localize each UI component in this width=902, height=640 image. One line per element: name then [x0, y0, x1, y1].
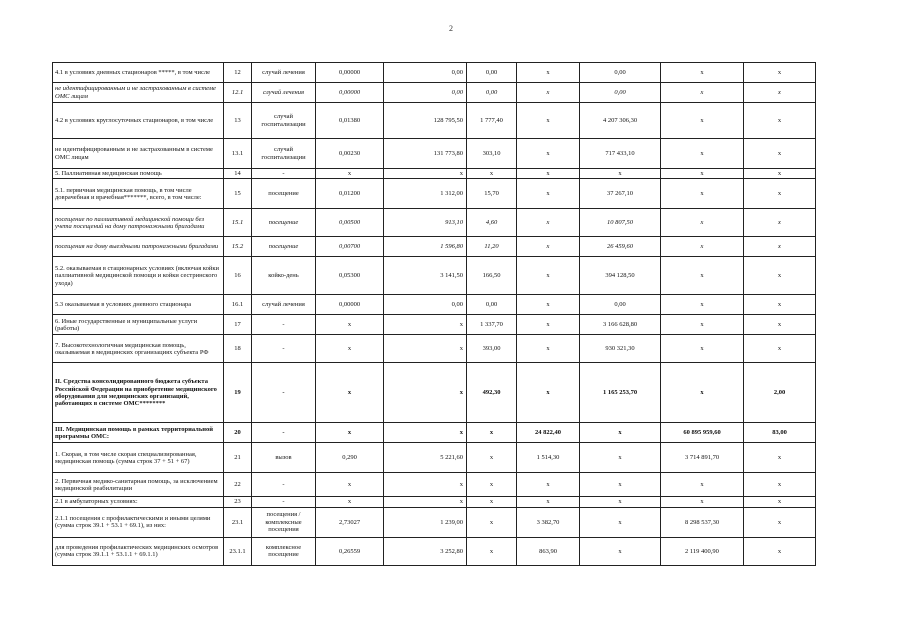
row-oms-total: x: [661, 473, 744, 497]
table-row: [53, 83, 816, 103]
row-name: для проведения профилактических медицинских осмотров (сумма строк 39.1.1 + 53.1.1 + 69.1.1): [53, 537, 224, 565]
row-oms-per-capita: 863,90: [517, 537, 580, 565]
row-name: 2.1.1 посещения с профилактическими и иными целями (сумма строк 39.1 + 53.1 + 69.1), из них:: [53, 507, 224, 537]
row-cost: x: [384, 315, 467, 335]
row-code: 13.1: [224, 139, 252, 169]
row-unit: посещение: [252, 237, 316, 257]
row-budget-per-capita: 303,10: [467, 139, 517, 169]
row-oms-per-capita: 24 822,40: [517, 423, 580, 443]
row-budget-total: 0,00: [580, 295, 661, 315]
row-norm: x: [316, 473, 384, 497]
row-budget-per-capita: x: [467, 443, 517, 473]
row-budget-total: x: [580, 507, 661, 537]
row-code: 13: [224, 103, 252, 139]
row-code: 20: [224, 423, 252, 443]
row-oms-total: x: [661, 103, 744, 139]
row-name: II. Средства консолидированного бюджета субъекта Российской Федерации на приобретение медицинского оборудования для медицинских организаций, работающих в системе ОМС********: [53, 363, 224, 423]
row-unit: случай лечения: [252, 295, 316, 315]
row-percent: 83,00: [744, 423, 816, 443]
row-oms-per-capita: x: [517, 497, 580, 507]
row-unit: случай лечения: [252, 83, 316, 103]
row-cost: x: [384, 335, 467, 363]
row-budget-per-capita: x: [467, 423, 517, 443]
row-percent: x: [744, 209, 816, 237]
row-percent: x: [744, 295, 816, 315]
table-row: [53, 257, 816, 295]
row-cost: 0,00: [384, 63, 467, 83]
row-budget-per-capita: 0,00: [467, 83, 517, 103]
row-oms-total: x: [661, 363, 744, 423]
row-percent: x: [744, 237, 816, 257]
row-norm: 2,73027: [316, 507, 384, 537]
row-percent: x: [744, 83, 816, 103]
row-percent: x: [744, 507, 816, 537]
table-row: [53, 139, 816, 169]
row-norm: 0,01200: [316, 179, 384, 209]
row-unit: посещения / комплексные посещения: [252, 507, 316, 537]
table-row: [53, 237, 816, 257]
row-unit: -: [252, 497, 316, 507]
row-oms-per-capita: x: [517, 179, 580, 209]
row-percent: x: [744, 335, 816, 363]
row-budget-per-capita: 0,00: [467, 63, 517, 83]
row-percent: x: [744, 443, 816, 473]
row-percent: x: [744, 473, 816, 497]
row-oms-total: 8 298 537,30: [661, 507, 744, 537]
page-number: 2: [449, 24, 453, 33]
row-budget-total: 930 321,30: [580, 335, 661, 363]
row-cost: x: [384, 497, 467, 507]
row-budget-per-capita: 4,60: [467, 209, 517, 237]
row-name: не идентифицированным и не застрахованным в системе ОМС лицам: [53, 139, 224, 169]
row-name: 4.1 в условиях дневных стационаров *****, в том числе: [53, 63, 224, 83]
row-cost: 1 239,00: [384, 507, 467, 537]
row-oms-per-capita: x: [517, 257, 580, 295]
table-row: [53, 423, 816, 443]
row-code: 14: [224, 169, 252, 179]
row-norm: x: [316, 335, 384, 363]
row-budget-per-capita: 11,20: [467, 237, 517, 257]
row-code: 23.1: [224, 507, 252, 537]
row-cost: 1 596,80: [384, 237, 467, 257]
table-row: [53, 295, 816, 315]
row-budget-per-capita: x: [467, 497, 517, 507]
row-norm: 0,00230: [316, 139, 384, 169]
row-norm: 0,05300: [316, 257, 384, 295]
row-unit: случай госпитализации: [252, 103, 316, 139]
row-norm: x: [316, 169, 384, 179]
table-row: [53, 63, 816, 83]
row-cost: 1 312,00: [384, 179, 467, 209]
row-cost: x: [384, 363, 467, 423]
row-budget-total: 394 128,50: [580, 257, 661, 295]
row-budget-per-capita: 0,00: [467, 295, 517, 315]
row-unit: вызов: [252, 443, 316, 473]
row-code: 18: [224, 335, 252, 363]
row-name: 1. Скорая, в том числе скорая специализированная, медицинская помощь (сумма строк 37 + 51 + 67): [53, 443, 224, 473]
row-unit: случай госпитализации: [252, 139, 316, 169]
table-row: [53, 537, 816, 565]
row-norm: 0,26559: [316, 537, 384, 565]
row-code: 21: [224, 443, 252, 473]
table-row: [53, 315, 816, 335]
row-budget-total: 717 433,10: [580, 139, 661, 169]
row-code: 15.1: [224, 209, 252, 237]
row-cost: x: [384, 423, 467, 443]
row-name: 5. Паллиативная медицинская помощь: [53, 169, 224, 179]
row-budget-per-capita: x: [467, 507, 517, 537]
row-budget-total: x: [580, 537, 661, 565]
row-percent: x: [744, 139, 816, 169]
row-code: 22: [224, 473, 252, 497]
row-unit: -: [252, 169, 316, 179]
row-cost: 128 795,50: [384, 103, 467, 139]
row-oms-total: 2 119 400,90: [661, 537, 744, 565]
row-norm: x: [316, 315, 384, 335]
row-budget-total: x: [580, 169, 661, 179]
row-code: 16: [224, 257, 252, 295]
row-oms-total: x: [661, 237, 744, 257]
table-row: [53, 103, 816, 139]
table-row: [53, 443, 816, 473]
row-norm: 0,00500: [316, 209, 384, 237]
row-budget-total: 0,00: [580, 83, 661, 103]
row-code: 19: [224, 363, 252, 423]
row-code: 15: [224, 179, 252, 209]
row-name: 7. Высокотехнологичная медицинская помощь, оказываемая в медицинских организациях субъекта РФ: [53, 335, 224, 363]
row-code: 23.1.1: [224, 537, 252, 565]
row-unit: -: [252, 363, 316, 423]
data-table: [52, 62, 816, 566]
row-cost: x: [384, 169, 467, 179]
row-oms-per-capita: x: [517, 83, 580, 103]
row-cost: x: [384, 473, 467, 497]
row-oms-per-capita: x: [517, 363, 580, 423]
row-name: 4.2 в условиях круглосуточных стационаров, в том числе: [53, 103, 224, 139]
row-oms-per-capita: 3 382,70: [517, 507, 580, 537]
row-oms-total: 3 714 891,70: [661, 443, 744, 473]
row-budget-per-capita: 1 337,70: [467, 315, 517, 335]
row-oms-per-capita: x: [517, 315, 580, 335]
row-cost: 5 221,60: [384, 443, 467, 473]
row-code: 12: [224, 63, 252, 83]
row-budget-total: x: [580, 443, 661, 473]
row-budget-per-capita: 15,70: [467, 179, 517, 209]
row-norm: 0,00000: [316, 63, 384, 83]
row-code: 15.2: [224, 237, 252, 257]
row-oms-total: 60 895 959,60: [661, 423, 744, 443]
row-oms-per-capita: x: [517, 335, 580, 363]
row-oms-per-capita: x: [517, 139, 580, 169]
row-oms-per-capita: x: [517, 103, 580, 139]
row-budget-per-capita: 1 777,40: [467, 103, 517, 139]
row-unit: -: [252, 423, 316, 443]
table-row: [53, 497, 816, 507]
row-name: 6. Иные государственные и муниципальные услуги (работы): [53, 315, 224, 335]
row-name: III. Медицинская помощь в рамках территориальной программы ОМС:: [53, 423, 224, 443]
row-oms-per-capita: x: [517, 295, 580, 315]
row-norm: x: [316, 363, 384, 423]
row-norm: 0,00000: [316, 83, 384, 103]
table-row: [53, 363, 816, 423]
row-code: 12.1: [224, 83, 252, 103]
row-budget-per-capita: x: [467, 169, 517, 179]
row-oms-total: x: [661, 169, 744, 179]
row-unit: койко-день: [252, 257, 316, 295]
row-name: не идентифицированным и не застрахованным в системе ОМС лицам: [53, 83, 224, 103]
row-norm: 0,00700: [316, 237, 384, 257]
table-row: [53, 473, 816, 497]
row-unit: -: [252, 335, 316, 363]
row-oms-per-capita: x: [517, 169, 580, 179]
row-budget-per-capita: 166,50: [467, 257, 517, 295]
row-percent: x: [744, 63, 816, 83]
row-name: 5.2. оказываемая в стационарных условиях (включая койки паллиативной медицинской помощи и койки сестринского ухода): [53, 257, 224, 295]
row-norm: x: [316, 423, 384, 443]
row-oms-total: x: [661, 257, 744, 295]
row-cost: 131 773,80: [384, 139, 467, 169]
row-budget-total: x: [580, 497, 661, 507]
row-percent: x: [744, 497, 816, 507]
row-unit: посещение: [252, 179, 316, 209]
row-norm: 0,290: [316, 443, 384, 473]
row-code: 23: [224, 497, 252, 507]
row-percent: x: [744, 179, 816, 209]
row-unit: -: [252, 315, 316, 335]
row-cost: 913,10: [384, 209, 467, 237]
row-oms-per-capita: x: [517, 473, 580, 497]
row-name: посещения на дому выездными патронажными бригадами: [53, 237, 224, 257]
row-oms-per-capita: x: [517, 237, 580, 257]
row-percent: x: [744, 257, 816, 295]
row-budget-total: 4 207 306,30: [580, 103, 661, 139]
row-cost: 3 252,80: [384, 537, 467, 565]
row-cost: 3 141,50: [384, 257, 467, 295]
row-percent: x: [744, 103, 816, 139]
row-code: 17: [224, 315, 252, 335]
row-budget-total: x: [580, 473, 661, 497]
row-oms-total: x: [661, 497, 744, 507]
row-budget-per-capita: 393,00: [467, 335, 517, 363]
table-row: [53, 169, 816, 179]
row-norm: 0,01380: [316, 103, 384, 139]
table-row: [53, 335, 816, 363]
row-budget-per-capita: x: [467, 537, 517, 565]
row-name: посещение по паллиативной медицинской помощи без учета посещений на дому патронажными бригадами: [53, 209, 224, 237]
table-row: [53, 209, 816, 237]
row-unit: посещение: [252, 209, 316, 237]
row-oms-total: x: [661, 335, 744, 363]
row-unit: -: [252, 473, 316, 497]
row-name: 5.3 оказываемая в условиях дневного стационара: [53, 295, 224, 315]
row-budget-total: 37 267,10: [580, 179, 661, 209]
row-budget-total: x: [580, 423, 661, 443]
row-cost: 0,00: [384, 83, 467, 103]
row-oms-per-capita: x: [517, 209, 580, 237]
row-budget-per-capita: x: [467, 473, 517, 497]
row-oms-per-capita: x: [517, 63, 580, 83]
row-percent: x: [744, 315, 816, 335]
row-unit: случай лечения: [252, 63, 316, 83]
row-unit: комплексное посещение: [252, 537, 316, 565]
row-norm: 0,00000: [316, 295, 384, 315]
row-name: 2.1 в амбулаторных условиях:: [53, 497, 224, 507]
row-oms-total: x: [661, 83, 744, 103]
row-norm: x: [316, 497, 384, 507]
row-name: 5.1. первичная медицинская помощь, в том числе доврачебная и врачебная*******, всего, в том числе:: [53, 179, 224, 209]
row-budget-total: 3 166 628,80: [580, 315, 661, 335]
row-budget-total: 26 459,60: [580, 237, 661, 257]
row-budget-total: 1 165 253,70: [580, 363, 661, 423]
row-oms-total: x: [661, 179, 744, 209]
table-row: [53, 507, 816, 537]
row-budget-total: 10 807,50: [580, 209, 661, 237]
row-percent: 2,00: [744, 363, 816, 423]
row-oms-total: x: [661, 139, 744, 169]
row-oms-total: x: [661, 315, 744, 335]
row-budget-per-capita: 492,30: [467, 363, 517, 423]
row-oms-total: x: [661, 63, 744, 83]
row-oms-total: x: [661, 295, 744, 315]
row-cost: 0,00: [384, 295, 467, 315]
row-oms-total: x: [661, 209, 744, 237]
row-oms-per-capita: 1 514,30: [517, 443, 580, 473]
row-budget-total: 0,00: [580, 63, 661, 83]
table-row: [53, 179, 816, 209]
row-code: 16.1: [224, 295, 252, 315]
row-percent: x: [744, 169, 816, 179]
row-percent: x: [744, 537, 816, 565]
row-name: 2. Первичная медико-санитарная помощь, за исключением медицинской реабилитации: [53, 473, 224, 497]
